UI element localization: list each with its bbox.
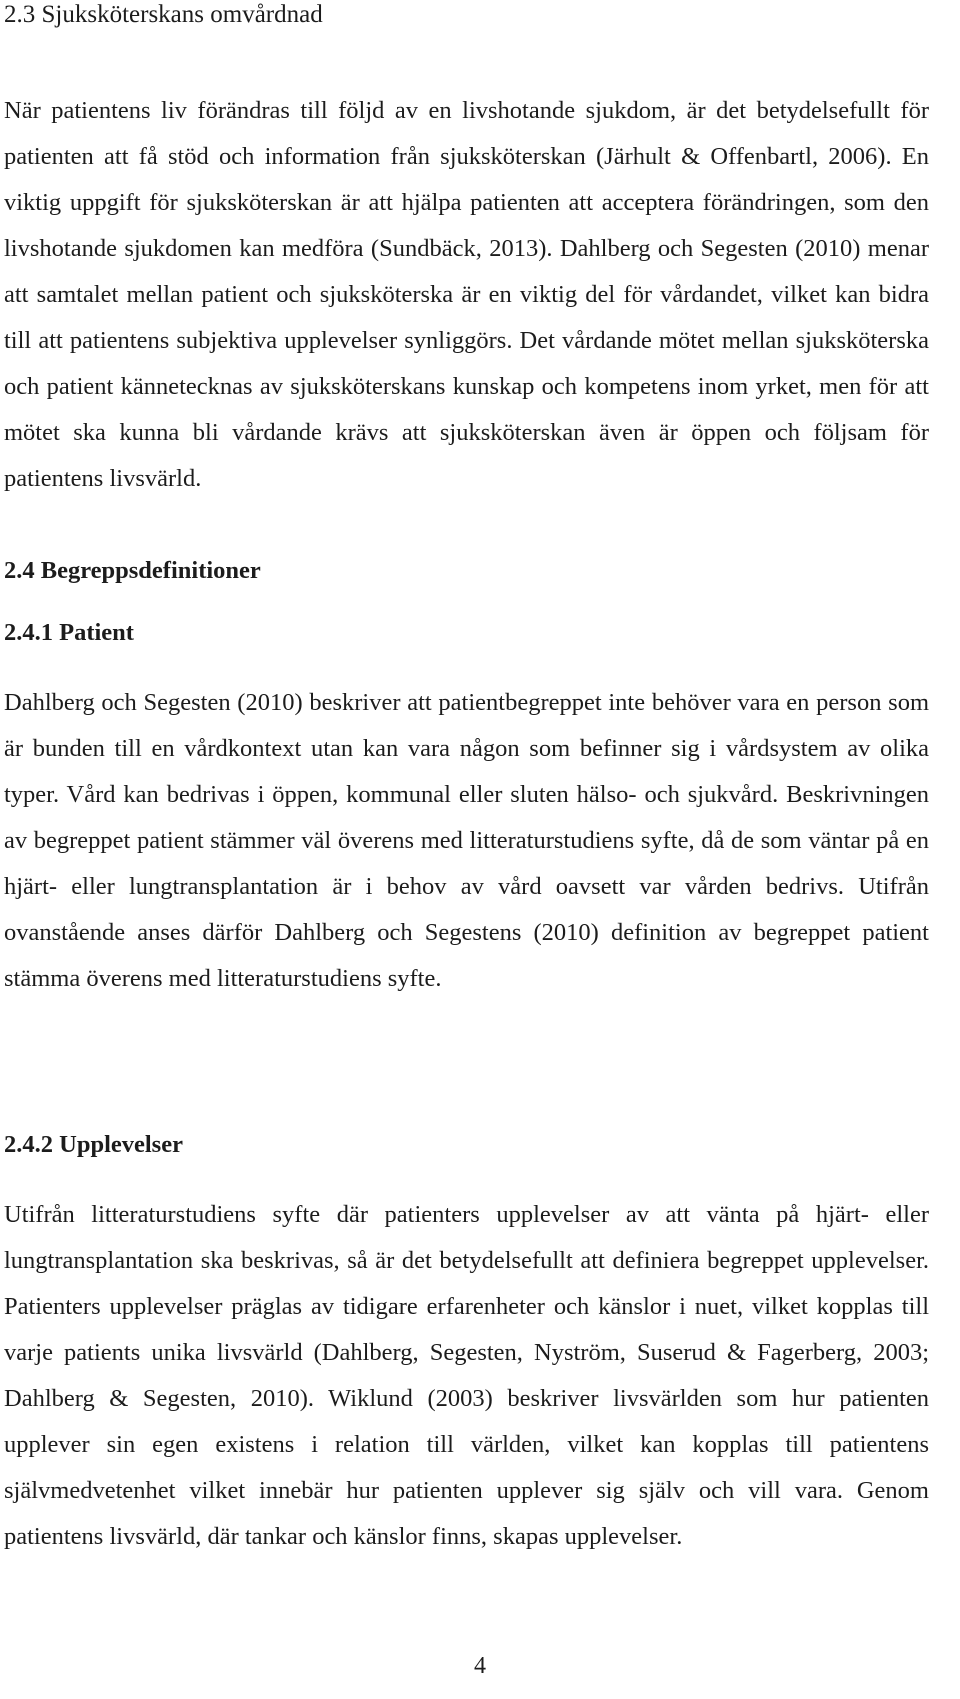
section-heading-2-3: 2.3 Sjuksköterskans omvårdnad: [4, 1, 323, 28]
subsection-2-4-1-paragraph: Dahlberg och Segesten (2010) beskriver att patientbegreppet inte behöver vara en person som är bunden till en vårdkontext utan kan vara någon som befinner sig i vårdsystem av olika typer. Vård kan bedrivas i öppen, kommunal eller sluten hälso- och sjukvård. Beskrivningen av begreppet patient stämmer väl överens med litteraturstudiens syfte, då de som väntar på en hjärt- eller lungtransplantation är i behov av vård oavsett var vården bedrivs. Utifrån ovanstående anses därför Dahlberg och Segestens (2010) definition av begreppet patient stämma överens med litteraturstudiens syfte.: [4, 689, 929, 992]
subsection-heading-2-4-1: 2.4.1 Patient: [4, 619, 134, 646]
subsection-2-4-2-paragraph: Utifrån litteraturstudiens syfte där patienters upplevelser av att vänta på hjärt- eller lungtransplantation ska beskrivas, så är det betydelsefullt att definiera begreppet upplevelser. Patienters upplevelser präglas av tidigare erfarenheter och känslor i nuet, vilket kopplas till varje patients unika livsvärld (Dahlberg, Segesten, Nyström, Suserud & Fagerberg, 2003; Dahlberg & Segesten, 2010). Wiklund (2003) beskriver livsvärlden som hur patienten upplever sin egen existens i relation till världen, vilket kan kopplas till patientens självmedvetenhet vilket innebär hur patienten upplever sig själv och vill vara. Genom patientens livsvärld, där tankar och känslor finns, skapas upplevelser.: [4, 1201, 929, 1550]
subsection-heading-2-4-2: 2.4.2 Upplevelser: [4, 1131, 183, 1158]
section-heading-2-4: 2.4 Begreppsdefinitioner: [4, 557, 261, 584]
section-2-3-paragraph: När patientens liv förändras till följd av en livshotande sjukdom, är det betydelsefullt för patienten att få stöd och information från sjuksköterskan (Järhult & Offenbartl, 2006). En viktig uppgift för sjuksköterskan är att hjälpa patienten att acceptera förändringen, som den livshotande sjukdomen kan medföra (Sundbäck, 2013). Dahlberg och Segesten (2010) menar att samtalet mellan patient och sjuksköterska är en viktig del för vårdandet, vilket kan bidra till att patientens subjektiva upplevelser synliggörs. Det vårdande mötet mellan sjuksköterska och patient kännetecknas av sjuksköterskans kunskap och kompetens inom yrket, men för att mötet ska kunna bli vårdande krävs att sjuksköterskan även är öppen och följsam för patientens livsvärld.: [4, 97, 929, 492]
page-number: 4: [474, 1653, 486, 1679]
